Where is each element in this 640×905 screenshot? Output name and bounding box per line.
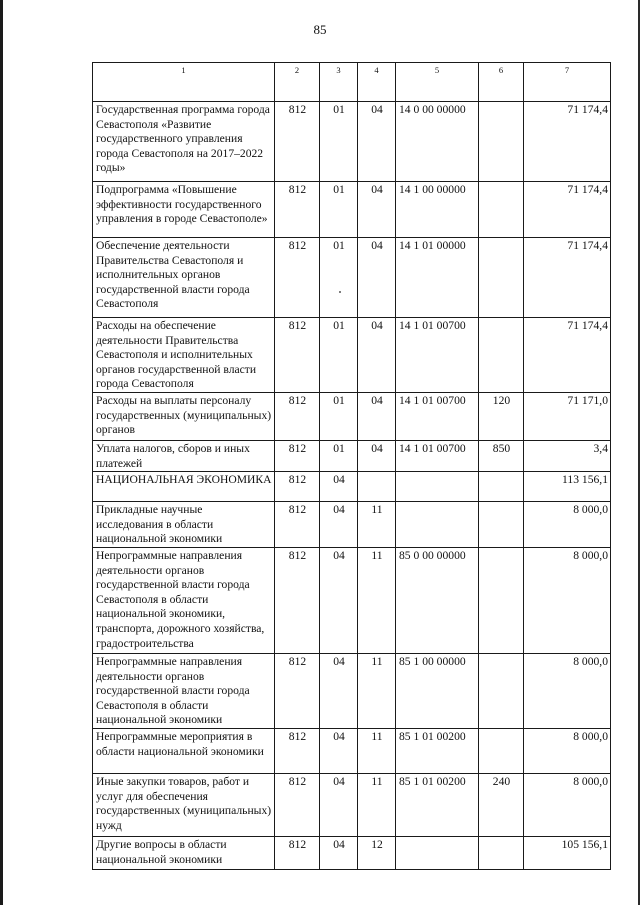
column-header-target-article: 5 <box>396 63 479 102</box>
row-amount-cell: 71 174,4 <box>524 182 611 238</box>
table-row <box>93 318 611 393</box>
row-section-code-cell: 04 <box>320 773 358 836</box>
row-department-code-cell: 812 <box>275 182 320 238</box>
table-row <box>93 836 611 869</box>
row-subsection-code-cell: 04 <box>358 238 396 318</box>
scan-dot <box>339 291 341 293</box>
row-expense-type-cell <box>479 728 524 773</box>
row-amount-cell: 71 174,4 <box>524 102 611 182</box>
table-row <box>93 238 611 318</box>
row-target-article-cell <box>396 836 479 869</box>
row-name-cell: Иные закупки товаров, работ и услуг для обеспечения государственных (муниципальных) нужд <box>93 773 275 836</box>
table-body <box>93 102 611 870</box>
row-expense-type-cell <box>479 102 524 182</box>
table-row <box>93 472 611 502</box>
row-amount-cell: 113 156,1 <box>524 472 611 502</box>
row-amount-cell: 71 171,0 <box>524 392 611 440</box>
row-section-code-cell: 04 <box>320 653 358 728</box>
row-section-code-cell: 04 <box>320 836 358 869</box>
row-name-cell: Подпрограмма «Повышение эффективности государственного управления в городе Севастополе» <box>93 182 275 238</box>
row-expense-type-cell <box>479 472 524 502</box>
row-name-cell: Непрограммные направления деятельности органов государственной власти города Севастополя в области национальной экономики <box>93 653 275 728</box>
row-expense-type-cell: 850 <box>479 440 524 471</box>
row-name-cell: Прикладные научные исследования в области национальной экономики <box>93 502 275 548</box>
table-row <box>93 392 611 440</box>
row-amount-cell: 8 000,0 <box>524 547 611 653</box>
row-target-article-cell: 14 1 01 00700 <box>396 440 479 471</box>
row-name-cell: Непрограммные мероприятия в области национальной экономики <box>93 728 275 773</box>
column-header-amount: 7 <box>524 63 611 102</box>
row-department-code-cell: 812 <box>275 653 320 728</box>
row-name-cell: Непрограммные направления деятельности органов государственной власти города Севастополя в области национальной экономики, транспорта, дорожного хозяйства, градостроительства <box>93 547 275 653</box>
row-name-cell: Государственная программа города Севастополя «Развитие государственного управления города Севастополя на 2017–2022 годы» <box>93 102 275 182</box>
row-amount-cell: 3,4 <box>524 440 611 471</box>
row-target-article-cell: 14 1 01 00700 <box>396 392 479 440</box>
column-header-name: 1 <box>93 63 275 102</box>
row-amount-cell: 105 156,1 <box>524 836 611 869</box>
row-subsection-code-cell <box>358 472 396 502</box>
row-name-cell: Уплата налогов, сборов и иных платежей <box>93 440 275 471</box>
row-expense-type-cell <box>479 318 524 393</box>
row-expense-type-cell <box>479 238 524 318</box>
row-department-code-cell: 812 <box>275 502 320 548</box>
row-department-code-cell: 812 <box>275 836 320 869</box>
column-header-section: 3 <box>320 63 358 102</box>
row-department-code-cell: 812 <box>275 773 320 836</box>
row-subsection-code-cell: 11 <box>358 773 396 836</box>
row-department-code-cell: 812 <box>275 238 320 318</box>
page-number: 85 <box>313 22 327 37</box>
row-amount-cell: 8 000,0 <box>524 502 611 548</box>
row-name-cell: Обеспечение деятельности Правительства Севастополя и исполнительных органов государственной власти города Севастополя <box>93 238 275 318</box>
row-section-code-cell: 01 <box>320 318 358 393</box>
row-subsection-code-cell: 11 <box>358 547 396 653</box>
table-row <box>93 653 611 728</box>
row-amount-cell: 8 000,0 <box>524 728 611 773</box>
row-expense-type-cell: 120 <box>479 392 524 440</box>
row-name-cell: Расходы на выплаты персоналу государственных (муниципальных) органов <box>93 392 275 440</box>
row-name-cell: Другие вопросы в области национальной экономики <box>93 836 275 869</box>
table-row <box>93 440 611 471</box>
row-target-article-cell: 85 1 00 00000 <box>396 653 479 728</box>
row-section-code-cell: 04 <box>320 728 358 773</box>
row-section-code-cell: 01 <box>320 102 358 182</box>
row-department-code-cell: 812 <box>275 392 320 440</box>
budget-table <box>92 62 611 870</box>
row-department-code-cell: 812 <box>275 440 320 471</box>
row-amount-cell: 8 000,0 <box>524 773 611 836</box>
row-expense-type-cell <box>479 547 524 653</box>
table-row <box>93 102 611 182</box>
row-target-article-cell <box>396 502 479 548</box>
row-section-code-cell: 01 <box>320 440 358 471</box>
row-target-article-cell <box>396 472 479 502</box>
row-department-code-cell: 812 <box>275 318 320 393</box>
row-name-cell: НАЦИОНАЛЬНАЯ ЭКОНОМИКА <box>93 472 275 502</box>
row-expense-type-cell <box>479 653 524 728</box>
column-header-subsection: 4 <box>358 63 396 102</box>
row-department-code-cell: 812 <box>275 472 320 502</box>
row-section-code-cell: 01 <box>320 238 358 318</box>
row-subsection-code-cell: 11 <box>358 728 396 773</box>
column-header-department: 2 <box>275 63 320 102</box>
row-subsection-code-cell: 04 <box>358 182 396 238</box>
row-target-article-cell: 14 0 00 00000 <box>396 102 479 182</box>
row-target-article-cell: 14 1 00 00000 <box>396 182 479 238</box>
row-target-article-cell: 85 0 00 00000 <box>396 547 479 653</box>
row-amount-cell: 71 174,4 <box>524 238 611 318</box>
table-row <box>93 728 611 773</box>
row-department-code-cell: 812 <box>275 547 320 653</box>
row-department-code-cell: 812 <box>275 102 320 182</box>
row-target-article-cell: 85 1 01 00200 <box>396 773 479 836</box>
table-row <box>93 502 611 548</box>
row-section-code-cell: 04 <box>320 502 358 548</box>
row-expense-type-cell <box>479 836 524 869</box>
row-target-article-cell: 14 1 01 00700 <box>396 318 479 393</box>
row-subsection-code-cell: 04 <box>358 102 396 182</box>
row-target-article-cell: 14 1 01 00000 <box>396 238 479 318</box>
row-section-code-cell: 04 <box>320 547 358 653</box>
row-section-code-cell: 04 <box>320 472 358 502</box>
row-expense-type-cell: 240 <box>479 773 524 836</box>
row-amount-cell: 8 000,0 <box>524 653 611 728</box>
row-name-cell: Расходы на обеспечение деятельности Правительства Севастополя и исполнительных органов государственной власти города Севастополя <box>93 318 275 393</box>
row-target-article-cell: 85 1 01 00200 <box>396 728 479 773</box>
row-expense-type-cell <box>479 182 524 238</box>
row-amount-cell: 71 174,4 <box>524 318 611 393</box>
row-expense-type-cell <box>479 502 524 548</box>
table-row <box>93 182 611 238</box>
scan-edge-left <box>0 0 3 905</box>
row-section-code-cell: 01 <box>320 392 358 440</box>
table-row <box>93 773 611 836</box>
table-row <box>93 547 611 653</box>
row-subsection-code-cell: 04 <box>358 440 396 471</box>
row-subsection-code-cell: 12 <box>358 836 396 869</box>
row-subsection-code-cell: 04 <box>358 318 396 393</box>
row-department-code-cell: 812 <box>275 728 320 773</box>
row-section-code-cell: 01 <box>320 182 358 238</box>
row-subsection-code-cell: 11 <box>358 653 396 728</box>
row-subsection-code-cell: 11 <box>358 502 396 548</box>
column-header-expense-type: 6 <box>479 63 524 102</box>
column-header-row <box>93 63 611 102</box>
row-subsection-code-cell: 04 <box>358 392 396 440</box>
